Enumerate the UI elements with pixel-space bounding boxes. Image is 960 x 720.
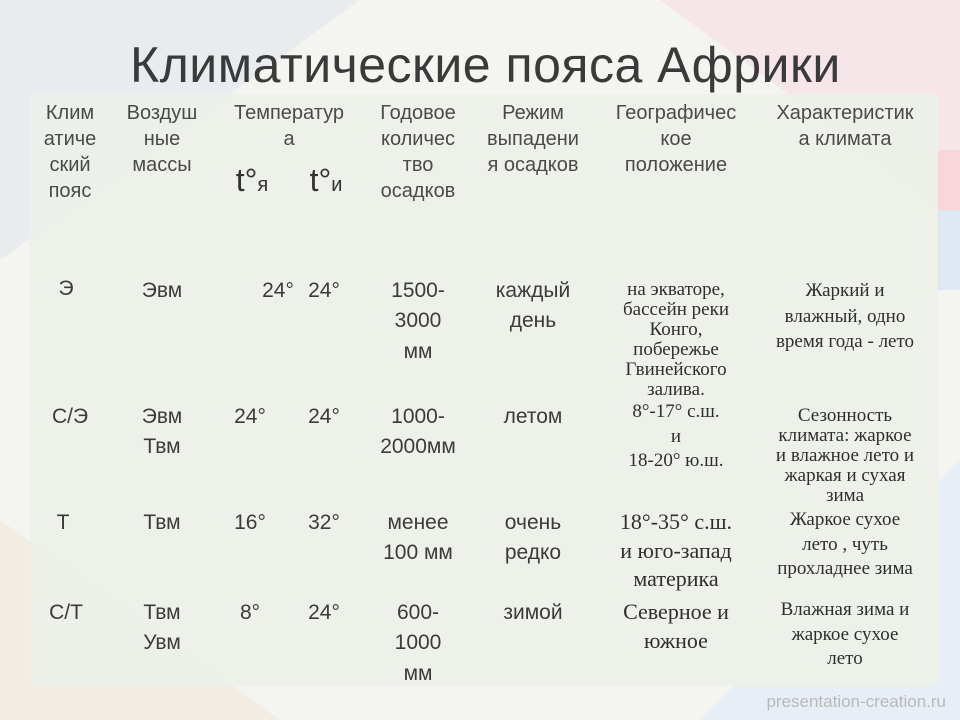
row-1-climate-belt: Э (58, 277, 74, 300)
source-watermark: presentation-creation.ru (766, 692, 946, 711)
header-annual-precipitation: Годовое количес тво осадков (380, 102, 456, 202)
row-2-climate-characteristics: Сезонность климата: жаркое и влажное лето и жаркая и сухая зима (775, 405, 915, 506)
background-stripe (938, 210, 960, 290)
header-temp-july: t°и (309, 162, 343, 198)
row-2-climate-belt: С/Э (51, 405, 89, 428)
row-4-climate-characteristics: Влажная зима и жаркое сухое лето (780, 599, 910, 670)
row-2-temp-july: 24° (308, 405, 340, 428)
header-air-masses: Воздуш ные массы (126, 102, 198, 176)
row-2-air-masses: Эвм Твм (141, 405, 183, 459)
header-temp-january: t°я (235, 162, 269, 198)
header-geographic-position: Географичес кое положение (615, 102, 737, 176)
row-4-temp-january: 8° (239, 601, 261, 624)
row-1-geographic-position: на экваторе, бассейн реки Конго, побережье Гвинейского залива. (622, 279, 730, 400)
row-1-precipitation-regime: каждый день (495, 279, 571, 333)
slide-title: Климатические пояса Африки (130, 37, 841, 93)
row-4-annual-precipitation: 600- 1000 мм (394, 601, 442, 685)
header-climate-characteristics: Характеристик а климата (776, 102, 914, 150)
row-3-temp-july: 32° (308, 511, 340, 534)
row-3-temp-january: 16° (234, 511, 266, 534)
row-1-climate-characteristics: Жаркий и влажный, одно время года - лето (775, 280, 915, 353)
row-3-climate-characteristics: Жаркое сухое лето , чуть прохладнее зима (777, 509, 913, 580)
row-4-air-masses: Твм Увм (143, 601, 181, 655)
row-3-air-masses: Твм (143, 511, 181, 534)
row-3-geographic-position: 18°-35° с.ш. и юго-запад материка (619, 509, 733, 592)
row-2-temp-january: 24° (234, 405, 266, 428)
row-1-annual-precipitation: 1500- 3000 мм (391, 279, 445, 363)
row-1-temp-july: 24° (308, 279, 340, 302)
header-precipitation-regime: Режим выпадени я осадков (487, 102, 579, 176)
header-temperature: Температур а (233, 102, 344, 150)
row-1-air-masses: Эвм (141, 279, 183, 302)
row-4-geographic-position: Северное и южное (623, 599, 729, 653)
row-4-precipitation-regime: зимой (503, 601, 563, 624)
row-2-geographic-position: 8°-17° с.ш. и 18-20° ю.ш. (628, 401, 724, 472)
row-3-climate-belt: Т (56, 511, 70, 534)
climate-table (30, 94, 938, 686)
row-2-annual-precipitation: 1000- 2000мм (380, 405, 456, 459)
row-1-temp-january: 24° (262, 279, 294, 302)
row-3-precipitation-regime: очень редко (504, 511, 562, 565)
background-stripe (938, 150, 960, 210)
row-4-climate-belt: С/Т (49, 601, 83, 624)
row-4-temp-july: 24° (308, 601, 340, 624)
row-3-annual-precipitation: менее 100 мм (383, 511, 453, 565)
row-2-precipitation-regime: летом (503, 405, 563, 428)
header-climate-belt: Клим атиче ский пояс (43, 102, 97, 202)
